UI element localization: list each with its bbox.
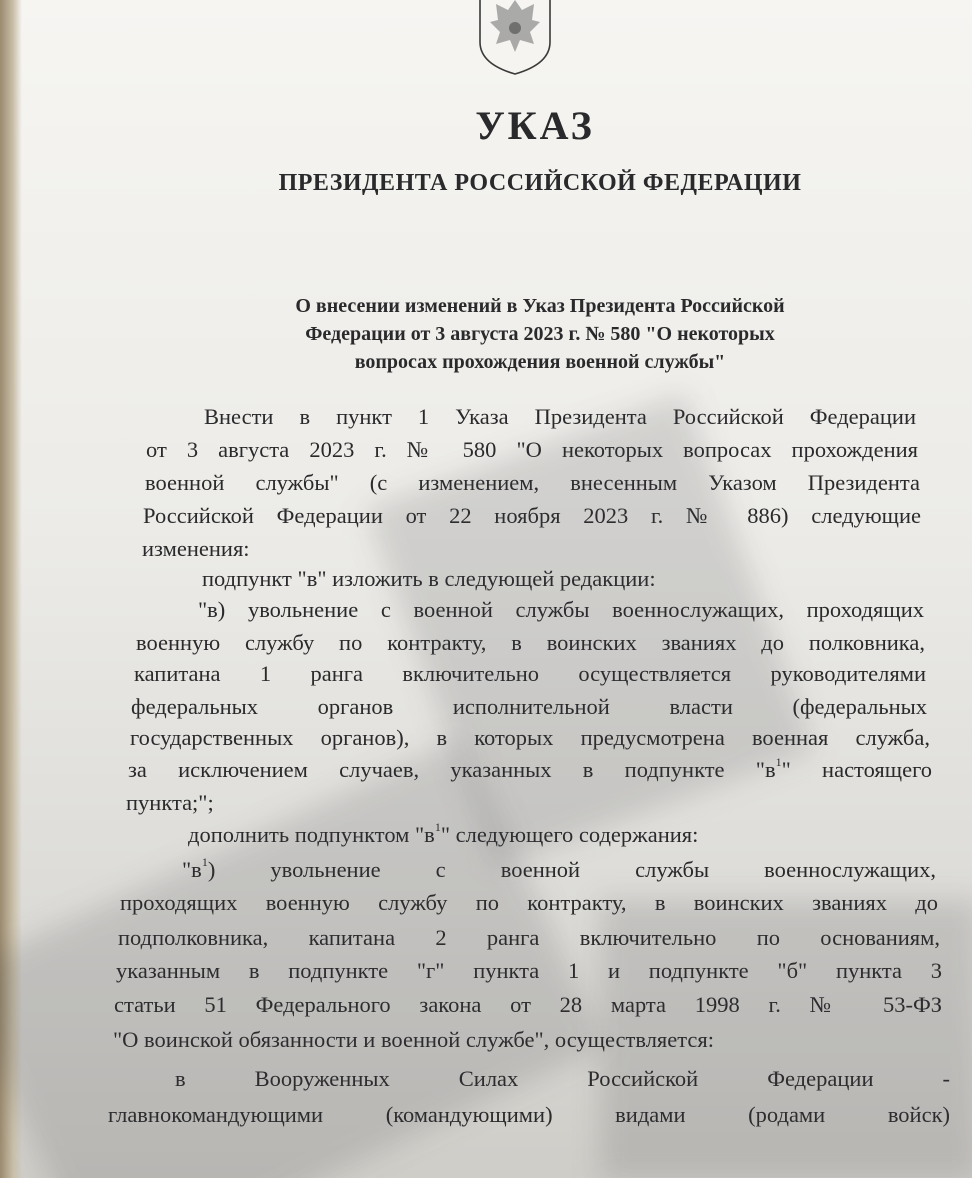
body-line: статьи 51 Федерального закона от 28 марта 1998 г. № 53-ФЗ — [114, 992, 942, 1017]
body-line: подпункт "в" изложить в следующей редакции: — [202, 566, 656, 591]
body-line: капитана 1 ранга включительно осуществляется руководителями — [134, 661, 926, 686]
superscript: 1 — [201, 857, 208, 869]
body-text: " настоящего — [781, 757, 932, 782]
body-text: " следующего содержания: — [440, 822, 699, 847]
desk-edge — [0, 0, 22, 1178]
body-line: Внести в пункт 1 Указа Президента Российской Федерации — [204, 404, 916, 429]
body-line: Российской Федерации от 22 ноября 2023 г. № 886) следующие — [143, 503, 921, 528]
body-line: в Вооруженных Силах Российской Федерации - — [175, 1066, 950, 1091]
body-line: военную службу по контракту, в воинских званиях до полковника, — [136, 630, 925, 655]
body-line: федеральных органов исполнительной власти (федеральных — [131, 694, 927, 719]
body-line: указанным в подпункте "г" пункта 1 и подпункте "б" пункта 3 — [116, 958, 942, 983]
decree-heading — [210, 292, 870, 376]
body-text: за исключением случаев, указанных в подпункте "в — [128, 757, 776, 782]
body-line: изменения: — [142, 536, 250, 561]
body-line — [182, 857, 936, 883]
body-line — [128, 757, 932, 783]
body-line: военной службы" (с изменением, внесенным Указом Президента — [145, 470, 920, 495]
body-text: ) увольнение с военной службы военнослужащих, — [207, 857, 936, 882]
body-line: проходящих военную службу по контракту, в воинских званиях до — [120, 890, 938, 915]
document-title: УКАЗ — [475, 103, 595, 148]
heading-line: О внесении изменений в Указ Президента Российской — [295, 295, 785, 317]
body-line: пункта;"; — [126, 790, 214, 815]
superscript: 1 — [434, 822, 441, 834]
heading-line: вопросах прохождения военной службы" — [354, 351, 726, 373]
russian-coat-of-arms-icon — [470, 0, 560, 76]
body-line: подполковника, капитана 2 ранга включительно по основаниям, — [118, 925, 940, 950]
superscript: 1 — [775, 757, 782, 769]
body-text: "в — [182, 857, 202, 882]
body-line: "О воинской обязанности и военной службе", осуществляется: — [113, 1027, 714, 1052]
body-line: государственных органов), в которых предусмотрена военная служба, — [130, 725, 930, 750]
body-text: дополнить подпунктом "в — [188, 822, 435, 847]
document-subtitle: ПРЕЗИДЕНТА РОССИЙСКОЙ ФЕДЕРАЦИИ — [278, 170, 802, 196]
body-line — [188, 822, 808, 848]
body-line: главнокомандующими (командующими) видами (родами войск) — [108, 1102, 950, 1127]
heading-line: Федерации от 3 августа 2023 г. № 580 "О некоторых — [305, 323, 775, 345]
body-line: "в) увольнение с военной службы военнослужащих, проходящих — [198, 597, 924, 622]
body-line: от 3 августа 2023 г. № 580 "О некоторых вопросах прохождения — [146, 437, 918, 462]
